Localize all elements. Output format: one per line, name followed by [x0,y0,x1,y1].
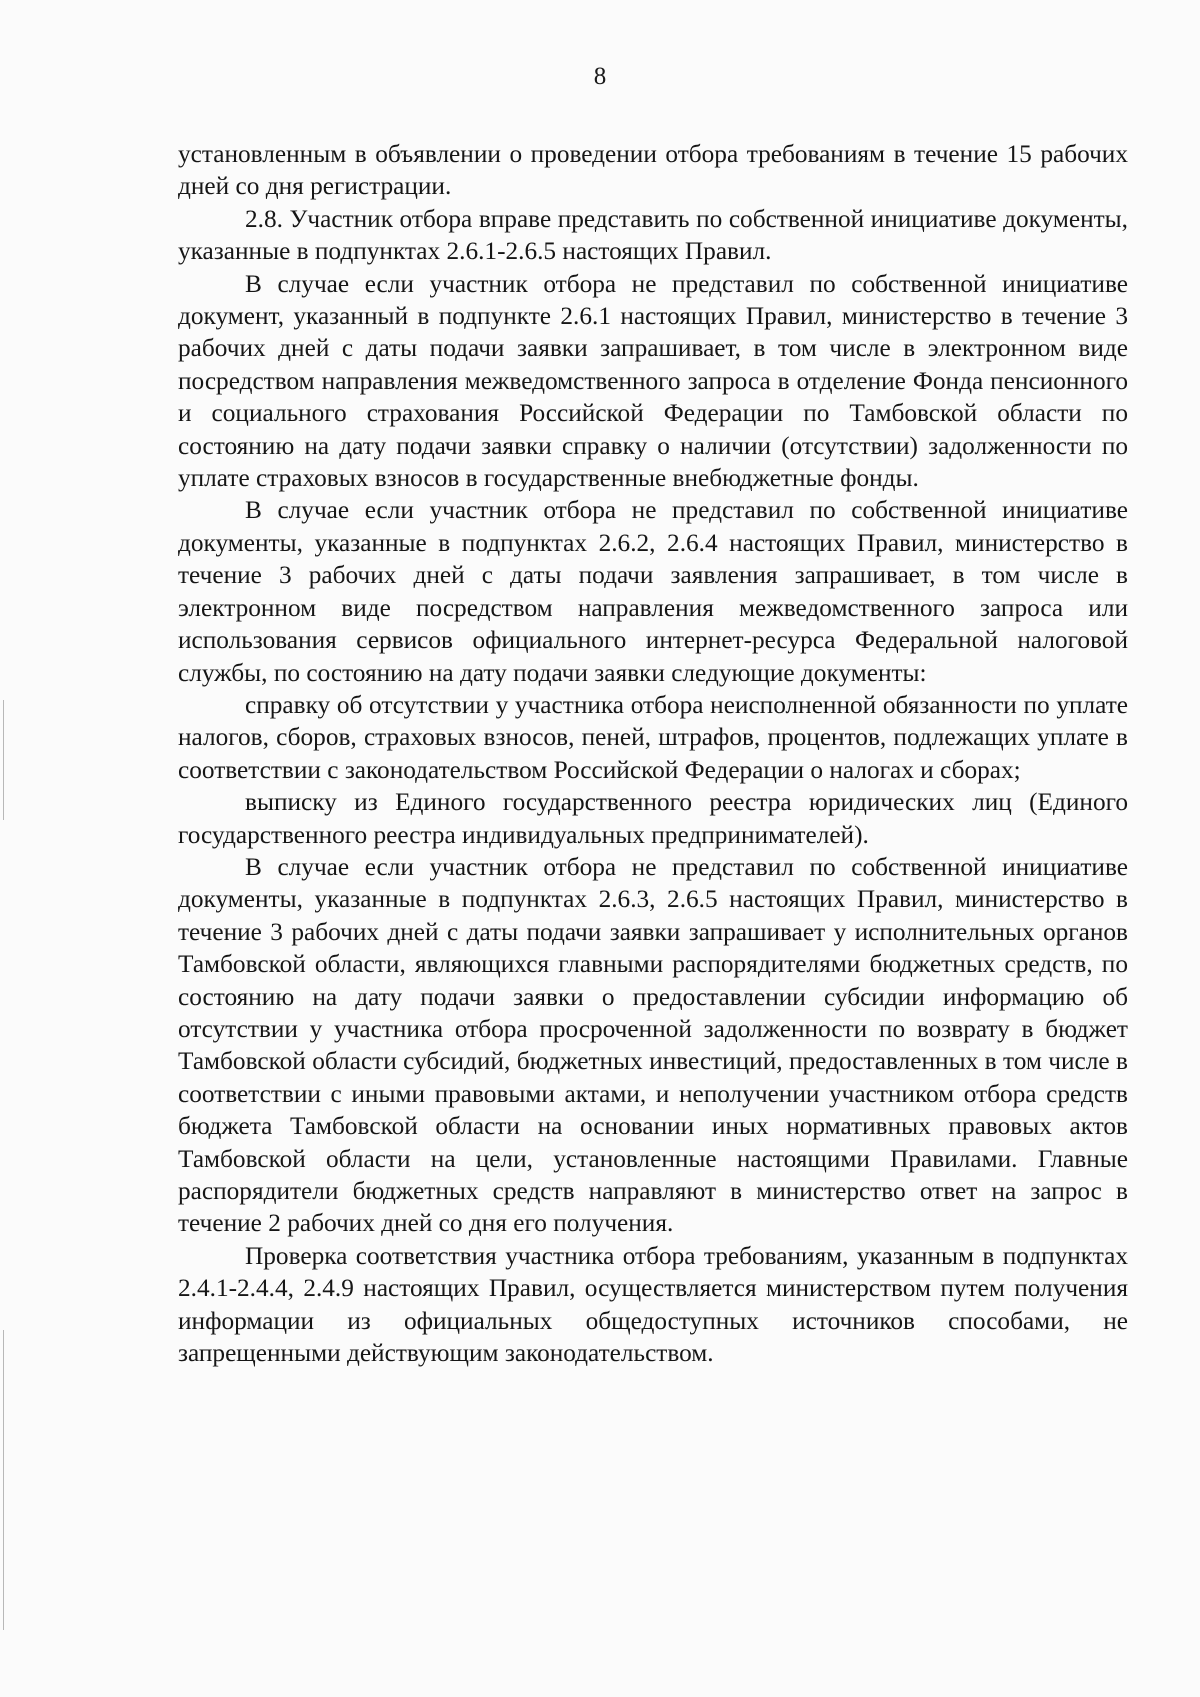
paragraph-tax-certificate: справку об отсутствии у участника отбора неисполненной обязанности по уплате налогов, сборов, страховых взносов, пеней, штрафов, процентов, подлежащих уплате в соответствии с законодательством Российской Федерации о налогах и сборах; [178,690,1128,784]
paragraph-2-8: 2.8. Участник отбора вправе представить по собственной инициативе документы, указанные в подпунктах 2.6.1-2.6.5 настоящих Правил. [178,204,1128,266]
scan-edge-mark [3,700,4,820]
paragraph-verification: Проверка соответствия участника отбора требованиям, указанным в подпунктах 2.4.1-2.4.4, 2.4.9 настоящих Правил, осуществляется министерством путем получения информации из официальных общедоступных источников способами, не запрещенными действующим законодательством. [178,1241,1128,1368]
paragraph-tax-request: В случае если участник отбора не представил по собственной инициативе документы, указанные в подпунктах 2.6.2, 2.6.4 настоящих Правил, министерство в течение 3 рабочих дней с даты подачи заявления запрашивает, в том числе в электронном виде посредством направления межведомственного запроса или использования сервисов официального интернет-ресурса Федеральной налоговой службы, по состоянию на дату подачи заявки следующие документы: [178,496,1128,687]
paragraph-continuation: установленным в объявлении о проведении отбора требованиям в течение 15 рабочих дней со дня регистрации. [178,140,1128,201]
paragraph-fund-request: В случае если участник отбора не представил по собственной инициативе документ, указанный в подпункте 2.6.1 настоящих Правил, министерство в течение 3 рабочих дней с даты подачи заявки запрашивает, в том числе в электронном виде посредством направления межведомственного запроса в отделение Фонда пенсионного и социального страхования Российской Федерации по Тамбовской области по состоянию на дату подачи заявки справку о наличии (отсутствии) задолженности по уплате страховых взносов в государственные внебюджетные фонды. [178,269,1128,493]
document-body [178,138,1128,1369]
paragraph-budget-request: В случае если участник отбора не представил по собственной инициативе документы, указанные в подпунктах 2.6.3, 2.6.5 настоящих Правил, министерство в течение 3 рабочих дней с даты подачи заявки запрашивает у исполнительных органов Тамбовской области, являющихся главными распорядителями бюджетных средств, по состоянию на дату подачи заявки о предоставлении субсидии информацию об отсутствии у участника отбора просроченной задолженности по возврату в бюджет Тамбовской области субсидий, бюджетных инвестиций, предоставленных в том числе в соответствии с иными правовыми актами, и неполучении участником отбора средств бюджета Тамбовской области на основании иных нормативных правовых актов Тамбовской области на цели, установленные настоящими Правилами. Главные распорядители бюджетных средств направляют в министерство ответ на запрос в течение 2 рабочих дней со дня его получения. [178,852,1128,1238]
paragraph-registry-extract: выписку из Единого государственного реестра юридических лиц (Единого государственного реестра индивидуальных предпринимателей). [178,788,1128,849]
page-number: 8 [593,63,607,90]
scan-edge-mark [3,1330,4,1630]
